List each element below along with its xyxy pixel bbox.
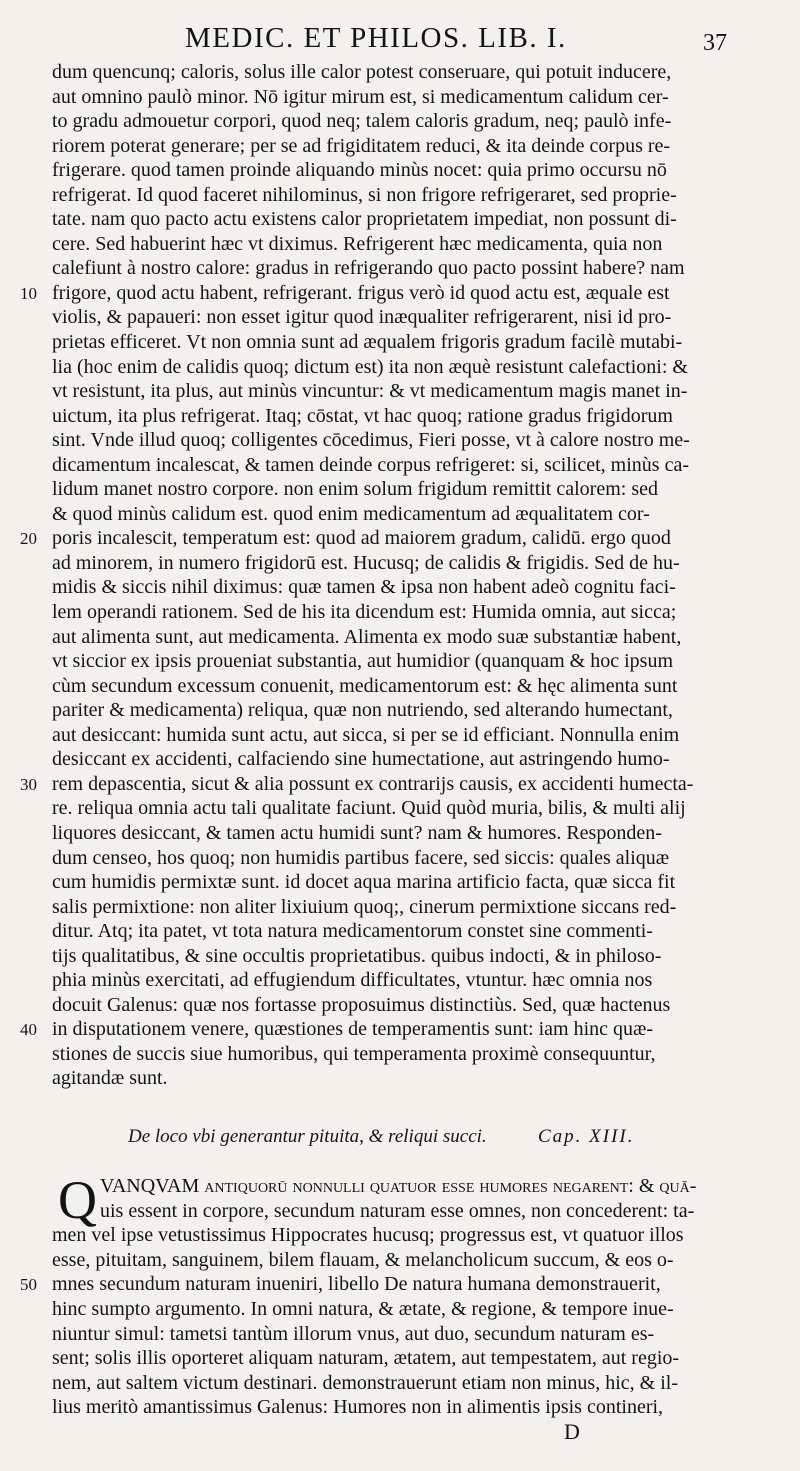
line-text: lius meritò amantissimus Galenus: Humores non in alimentis ipsis contineri,: [52, 1396, 664, 1419]
line-text: ditur. Atq; ita patet, vt tota natura medicamentorum constet sine commenti-: [52, 920, 653, 943]
text-line: [0, 109, 800, 134]
page-number: 37: [703, 30, 727, 56]
line-text: rem depascentia, sicut & alia possunt ex contrarijs causis, ex accidenti humecta-: [52, 772, 694, 795]
line-text: aut omnino paulò minor. Nō igitur mirum est, si medicamentum calidum cer-: [52, 85, 669, 108]
text-line: [0, 1322, 800, 1347]
line-text: esse, pituitam, sanguinem, bilem flauam, & melancholicum succum, & eos o-: [52, 1248, 674, 1271]
line-text: refrigerat. Id quod faceret nihilominus, si non frigore refrigeraret, sed proprie-: [52, 183, 677, 206]
text-line: [0, 305, 800, 330]
line-text: pariter & medicamenta) reliqua, quæ non nutriendo, sed alterando humectant,: [52, 699, 673, 722]
text-line: [0, 256, 800, 281]
text-line: [0, 404, 800, 429]
line-text: frigerare. quod tamen proinde aliquando minùs nocet: quia primo occursu nō: [52, 159, 667, 182]
text-line: [0, 232, 800, 257]
text-line: [0, 1395, 800, 1420]
line-text: men vel ipse vetustissimus Hippocrates hucusq; progressus est, vt quatuor illos: [52, 1224, 684, 1247]
text-line: [0, 698, 800, 723]
chapter-heading: [0, 1126, 800, 1156]
text-line: [0, 158, 800, 183]
line-text: vt resistunt, ita plus, aut minùs vincuntur: & vt medicamentum magis manet in-: [52, 380, 688, 403]
text-line: [0, 477, 800, 502]
line-text: dum censeo, hos quoq; non humidis partibus facere, sed siccis: quales aliquæ: [52, 846, 670, 869]
line-text: desiccant ex accidenti, calfaciendo sine humectatione, aut astringendo humo-: [52, 748, 670, 771]
line-text: tijs qualitatibus, & sine occultis proprietatibus. quibus indocti, & in philoso-: [52, 944, 662, 967]
text-line: [0, 575, 800, 600]
line-text: salis permixtione: non aliter lixiuium quoq;, cinerum permixtione siccans red-: [52, 895, 677, 918]
line-text: uis essent in corpore, secundum naturam esse omnes, non concederent: ta-: [100, 1199, 695, 1222]
line-text: cùm secundum excessum conuenit, medicamentorum est: & hęc alimenta sunt: [52, 674, 678, 697]
text-line: [0, 968, 800, 993]
text-line: [0, 428, 800, 453]
text-line: [0, 993, 800, 1018]
text-line: [0, 85, 800, 110]
text-line: [0, 895, 800, 920]
text-line: [0, 870, 800, 895]
line-text: hinc sumpto argumento. In omni natura, & ætate, & regione, & tempore inue-: [52, 1297, 674, 1320]
text-line: [0, 846, 800, 871]
margin-line-number: 50: [20, 1275, 37, 1295]
text-line: [0, 1346, 800, 1371]
text-line: [0, 1042, 800, 1067]
margin-line-number: 30: [20, 774, 37, 794]
text-line: [0, 821, 800, 846]
line-text: agitandæ sunt.: [52, 1067, 168, 1090]
text-line: [0, 1199, 800, 1224]
line-text: ad minorem, in numero frigidorū est. Hucusq; de calidis & frigidis. Sed de hu-: [52, 551, 680, 574]
line-text: lem operandi rationem. Sed de his ita dicendum est: Humida omnia, aut sicca;: [52, 601, 677, 624]
margin-line-number: 20: [20, 529, 37, 549]
line-text: lia (hoc enim de calidis quoq; dictum est) ita non æquè resistunt calefactioni: &: [52, 355, 688, 378]
text-line: [0, 1017, 800, 1042]
line-text: lidum manet nostro corpore. non enim solum frigidum remittit calorem: sed: [52, 478, 658, 501]
text-line: [0, 1174, 800, 1199]
line-text: dicamentum incalescat, & tamen deinde corpus refrigeret: si, scilicet, minùs ca-: [52, 453, 689, 476]
text-line: [0, 944, 800, 969]
text-line: [0, 1223, 800, 1248]
line-text: cum humidis permixtæ sunt. id docet aqua marina artificio facta, quæ sicca fit: [52, 871, 676, 894]
running-title: MEDIC. ET PHILOS. LIB. I.: [185, 22, 567, 54]
text-line: [0, 526, 800, 551]
text-line: [0, 600, 800, 625]
line-text: violis, & papaueri: non esset igitur quod inæqualiter refrigerarent, nisi id pro-: [52, 306, 672, 329]
margin-line-number: 10: [20, 283, 37, 303]
text-line: [0, 1272, 800, 1297]
text-line: [0, 355, 800, 380]
text-line: [0, 207, 800, 232]
line-text: stiones de succis siue humoribus, qui temperamenta proximè consequuntur,: [52, 1042, 656, 1065]
text-line: [0, 281, 800, 306]
line-text: vt siccior ex ipsis proueniat substantia, aut humidior (quanquam & hoc ipsum: [52, 650, 674, 673]
line-text: sent; solis illis oporteret aliquam naturam, ætatem, aut tempestatem, aut regio-: [52, 1347, 680, 1370]
body-text: [0, 60, 800, 1091]
line-text: phia minùs exercitati, ad effugiendum difficultates, vtuntur. hæc omnia nos: [52, 969, 653, 992]
text-line: [0, 60, 800, 85]
line-text: poris incalescit, temperatum est: quod ad maiorem gradum, calidū. ergo quod: [52, 527, 671, 550]
line-text: mnes secundum naturam inueniri, libello De natura humana demonstrauerit,: [52, 1273, 661, 1296]
line-text: re. reliqua omnia actu tali qualitate faciunt. Quid quòd muria, bilis, & multi alij: [52, 797, 686, 820]
text-line: [0, 551, 800, 576]
line-text: nem, aut saltem victum destinari. demonstrauerunt etiam non minus, hic, & il-: [52, 1371, 678, 1394]
text-line: [0, 919, 800, 944]
chapter-number: Cap. XIII.: [538, 1126, 635, 1147]
line-text: prietas efficeret. Vt non omnia sunt ad æqualem frigoris gradum facilè mutabi-: [52, 331, 683, 354]
text-line: [0, 502, 800, 527]
text-line: [0, 649, 800, 674]
line-text: sint. Vnde illud quoq; colligentes cōcedimus, Fieri posse, vt à calore nostro me-: [52, 429, 690, 452]
text-line: [0, 723, 800, 748]
text-line: [0, 453, 800, 478]
line-text: to gradu admouetur corpori, quod neq; talem caloris gradum, neq; paulò infe-: [52, 110, 672, 133]
line-text: in disputationem venere, quæstiones de temperamentis sunt: iam hinc quæ-: [52, 1018, 653, 1041]
chapter-title: De loco vbi generantur pituita, & reliqui succi.: [128, 1126, 487, 1147]
text-line: [0, 1297, 800, 1322]
text-line: [0, 796, 800, 821]
line-text: midis & siccis nihil diximus: quæ tamen & ipsa non habent adeò cognitu faci-: [52, 576, 676, 599]
line-text: aut desiccant: humida sunt actu, aut sicca, si per se id efficiant. Nonnulla enim: [52, 723, 680, 746]
text-line: [0, 1066, 800, 1091]
line-text: cere. Sed habuerint hæc vt diximus. Refrigerent hæc medicamenta, quia non: [52, 232, 663, 255]
text-line: [0, 379, 800, 404]
line-text: niuntur simul: tametsi tantùm illorum vnus, aut duo, secundum naturam es-: [52, 1322, 655, 1345]
text-line: [0, 747, 800, 772]
line-text: liquores desiccant, & tamen actu humidi sunt? nam & humores. Responden-: [52, 821, 662, 844]
line-text: & quod minùs calidum est. quod enim medicamentum ad æqualitatem cor-: [52, 502, 650, 525]
text-line: [0, 1248, 800, 1273]
text-line: [0, 674, 800, 699]
drop-cap-initial: Q: [58, 1170, 97, 1230]
text-line: [0, 183, 800, 208]
margin-line-number: 40: [20, 1020, 37, 1040]
text-line: [0, 330, 800, 355]
line-text: frigore, quod actu habent, refrigerant. frigus verò id quod actu est, æquale est: [52, 281, 670, 304]
text-line: [0, 134, 800, 159]
line-text: dum quencunq; caloris, solus ille calor potest conseruare, qui potuit inducere,: [52, 61, 672, 83]
line-text: VANQVAM antiquorū nonnulli quatuor esse humores negarent: & quā-: [100, 1175, 697, 1197]
line-text: riorem poterat generare; per se ad frigiditatem reduci, & ita deinde corpus re-: [52, 134, 671, 157]
line-text: calefiunt à nostro calore: gradus in refrigerando quo pacto possint habere? nam: [52, 257, 685, 280]
text-line: [0, 1371, 800, 1396]
line-text: docuit Galenus: quæ nos fortasse proposuimus distinctiùs. Sed, quæ hactenus: [52, 993, 671, 1016]
catchword: D: [564, 1419, 580, 1444]
running-head: [0, 18, 800, 58]
text-line: [0, 625, 800, 650]
line-text: tate. nam quo pacto actu existens calor proprietatem impediat, non possunt di-: [52, 208, 677, 231]
line-text: aut alimenta sunt, aut medicamenta. Alimenta ex modo suæ substantiæ habent,: [52, 625, 682, 648]
line-text: uictum, ita plus refrigerat. Itaq; cōstat, vt hac quoq; ratione gradus frigidorum: [52, 404, 673, 427]
text-line: [0, 772, 800, 797]
chapter-text: [0, 1170, 800, 1420]
